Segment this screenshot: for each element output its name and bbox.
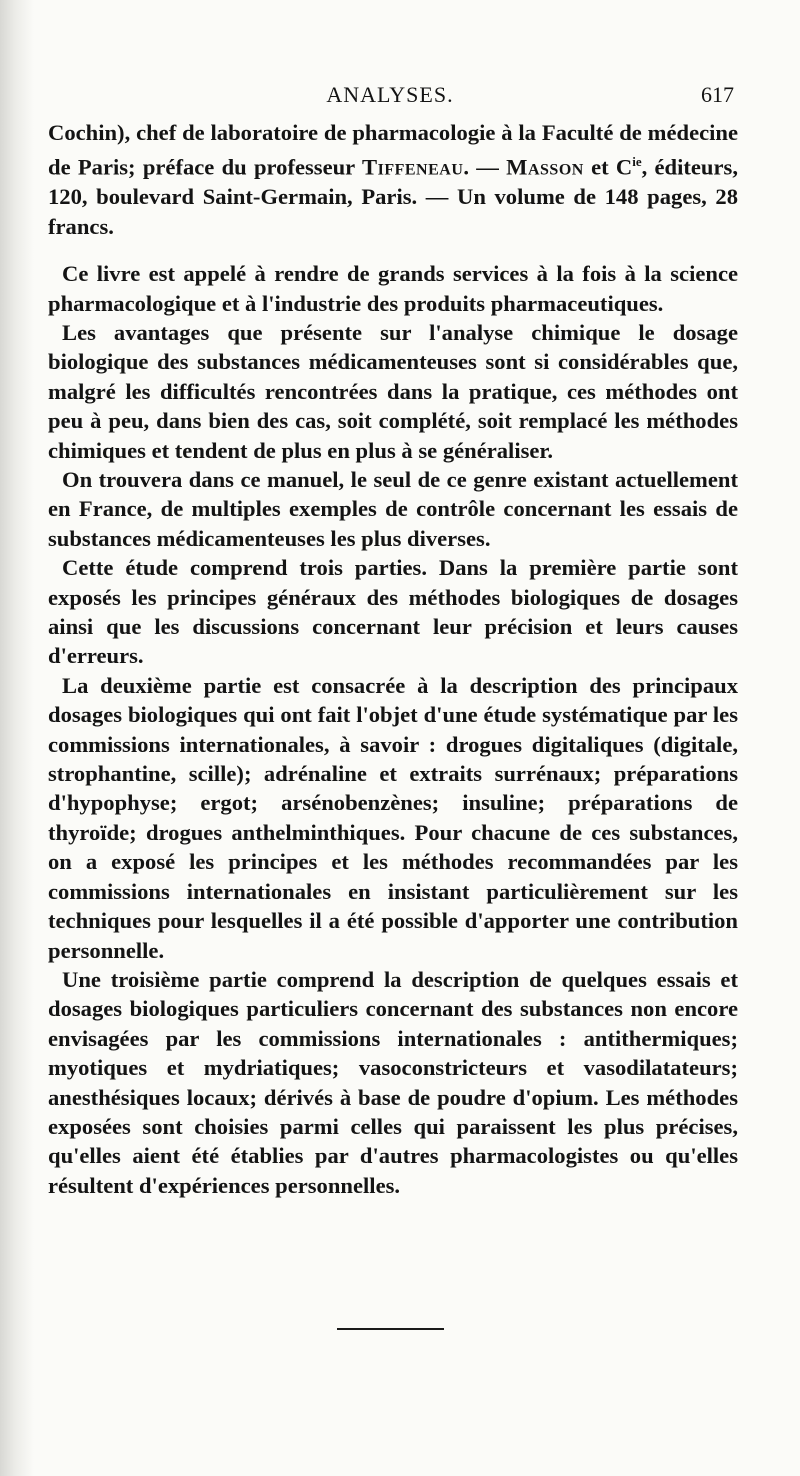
paragraph-1: Ce livre est appelé à rendre de grands services à la fois à la science pharmacologique et à l'industrie des produits pharmaceutiques. [48, 261, 738, 316]
page-body [48, 118, 738, 1200]
reference-text-4: , éditeurs, 120, boulevard Saint-Germain, Paris. — Un volume de 148 pages, 28 francs. [48, 154, 738, 239]
reference-professor-name: Tiffeneau [362, 154, 464, 180]
paragraph-2: Les avantages que présente sur l'analyse chimique le dosage biologique des substances médicamenteuses sont si considérables que, malgré les difficultés rencontrées dans la pratique, ces méthodes ont peu à peu, dans bien des cas, soit complété, soit remplacé les méthodes chimiques et tendent de plus en plus à se généraliser. [48, 319, 738, 463]
paragraph-6: Une troisième partie comprend la description de quelques essais et dosages biologiques particuliers concernant des substances non encore envisagées par les commissions internationales : antithermiques; myotiques et mydriatiques; vasoconstricteurs et vasodilatateurs; anesthésiques locaux; dérivés à base de poudre d'opium. Les méthodes exposées sont choisies parmi celles qui paraissent les plus précises, qu'elles aient été établies par d'autres pharmacologistes ou qu'elles résultent d'expériences personnelles. [48, 966, 738, 1198]
reference-text-1: Cochin), chef de laboratoire de pharmacologie à la Faculté de médecine de Paris; préface du professeur [48, 120, 738, 180]
paragraph-4: Cette étude comprend trois parties. Dans la première partie sont exposés les principes généraux des méthodes biologiques de dosages ainsi que les discussions concernant leur précision et leurs causes d'erreurs. [48, 555, 738, 669]
bibliographic-reference [48, 118, 738, 241]
running-head: ANALYSES. [326, 82, 454, 107]
page-edge-shadow [0, 0, 34, 1476]
paragraph-3: On trouvera dans ce manuel, le seul de ce genre existant actuellement en France, de multiples exemples de contrôle concernant les essais de substances médicamenteuses les plus diverses. [48, 467, 738, 551]
page-number: 617 [701, 82, 734, 107]
reference-publisher-name: Masson [506, 154, 584, 180]
reference-text-3: et C [583, 154, 633, 180]
paragraph-5: La deuxième partie est consacrée à la description des principaux dosages biologiques qui ont fait l'objet d'une étude systématique par les commissions internationales, à savoir : drogues digitaliques (digitale, strophantine, scille); adrénaline et extraits surrénaux; préparations d'hypophyse; ergot; arsénobenzènes; insuline; préparations de thyroïde; drogues anthelminthiques. Pour chacune de ces substances, on a exposé les principes et les méthodes recommandées par les commissions internationales en insistant particulièrement sur les techniques pour lesquelles il a été possible d'apporter une contribution personnelle. [48, 672, 738, 963]
reference-text-2: . — [463, 154, 507, 180]
page-header [40, 82, 740, 116]
reference-superscript: ie [632, 154, 642, 170]
end-rule [337, 1328, 444, 1330]
